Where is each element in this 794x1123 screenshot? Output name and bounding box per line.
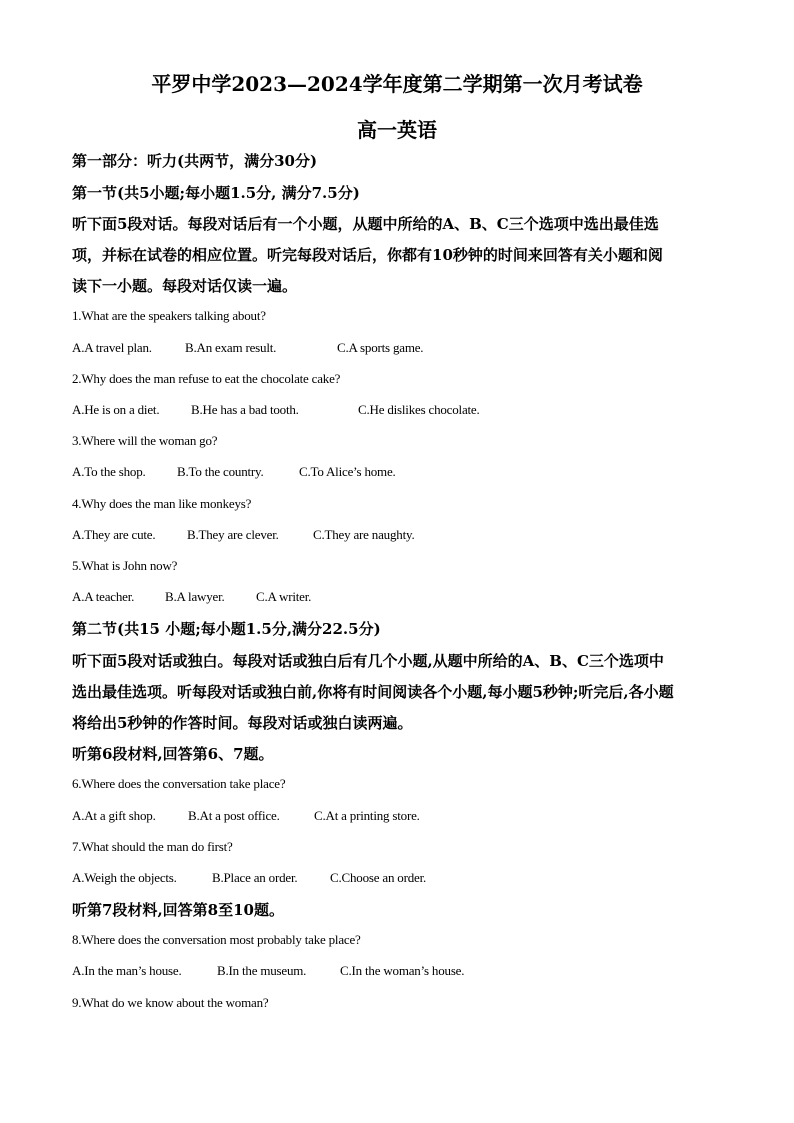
option-c: C.In the woman’s house. — [340, 963, 465, 978]
part1-heading: 第一部分：听力(共两节，满分30分) — [72, 152, 318, 170]
option-a: A.A travel plan. — [72, 340, 152, 355]
question-text: 5.What is John now? — [72, 558, 178, 573]
option-a: A.In the man’s house. — [72, 963, 182, 978]
option-a: A.A teacher. — [72, 589, 135, 604]
question-options — [72, 870, 426, 886]
option-c: C.Choose an order. — [330, 870, 427, 885]
exam-title: 平罗中学2023—2024学年度第二学期第一次月考试卷 — [151, 72, 643, 96]
section1-instruction-line: 听下面5段对话。每段对话后有一个小题，从题中所给的A、B、C三个选项中选出最佳选 — [72, 215, 659, 233]
question-options — [72, 402, 480, 418]
section2-instruction-line: 将给出5秒钟的作答时间。每段对话或独白读两遍。 — [72, 714, 413, 732]
section1-instruction-line: 读下一小题。每段对话仅读一遍。 — [72, 277, 298, 295]
question-text: 4.Why does the man like monkeys? — [72, 496, 252, 511]
question-text: 2.Why does the man refuse to eat the chocolate cake? — [72, 371, 341, 386]
material-7-heading: 听第7段材料,回答第8至10题。 — [72, 901, 284, 919]
option-b: B.He has a bad tooth. — [191, 402, 299, 417]
section2-instruction-line: 选出最佳选项。听每段对话或独白前,你将有时间阅读各个小题,每小题5秒钟;听完后,各小题 — [72, 683, 674, 701]
option-b: B.Place an order. — [212, 870, 298, 885]
option-c: C.A writer. — [256, 589, 312, 604]
section2-instruction-line: 听下面5段对话或独白。每段对话或独白后有几个小题,从题中所给的A、B、C三个选项中 — [72, 652, 664, 670]
question-options — [72, 527, 415, 543]
question-text: 8.Where does the conversation most probably take place? — [72, 932, 361, 947]
question-options — [72, 589, 311, 605]
option-a: A.At a gift shop. — [72, 808, 156, 823]
option-c: C.At a printing store. — [314, 808, 420, 823]
option-c: C.A sports game. — [337, 340, 424, 355]
option-c: C.To Alice’s home. — [299, 464, 396, 479]
option-c: C.He dislikes chocolate. — [358, 402, 480, 417]
option-c: C.They are naughty. — [313, 527, 415, 542]
option-a: A.To the shop. — [72, 464, 146, 479]
exam-subtitle: 高一英语 — [357, 118, 437, 142]
section1-instruction-line: 项，并标在试卷的相应位置。听完每段对话后，你都有10秒钟的时间来回答有关小题和阅 — [72, 246, 663, 264]
question-text: 9.What do we know about the woman? — [72, 995, 269, 1010]
option-b: B.An exam result. — [185, 340, 277, 355]
option-a: A.He is on a diet. — [72, 402, 160, 417]
question-text: 6.Where does the conversation take place? — [72, 776, 286, 791]
question-text: 1.What are the speakers talking about? — [72, 308, 266, 323]
option-b: B.In the museum. — [217, 963, 307, 978]
option-b: B.A lawyer. — [165, 589, 225, 604]
question-options — [72, 340, 423, 356]
option-b: B.At a post office. — [188, 808, 280, 823]
section2-heading: 第二节(共15 小题;每小题1.5分,满分22.5分) — [72, 620, 381, 638]
question-options — [72, 464, 396, 480]
option-b: B.They are clever. — [187, 527, 279, 542]
material-6-heading: 听第6段材料,回答第6、7题。 — [72, 745, 274, 763]
question-options — [72, 808, 420, 824]
question-options — [72, 963, 464, 979]
option-a: A.Weigh the objects. — [72, 870, 177, 885]
option-a: A.They are cute. — [72, 527, 156, 542]
question-text: 3.Where will the woman go? — [72, 433, 218, 448]
question-text: 7.What should the man do first? — [72, 839, 233, 854]
option-b: B.To the country. — [177, 464, 264, 479]
section1-heading: 第一节(共5小题;每小题1.5分, 满分7.5分) — [72, 184, 360, 202]
